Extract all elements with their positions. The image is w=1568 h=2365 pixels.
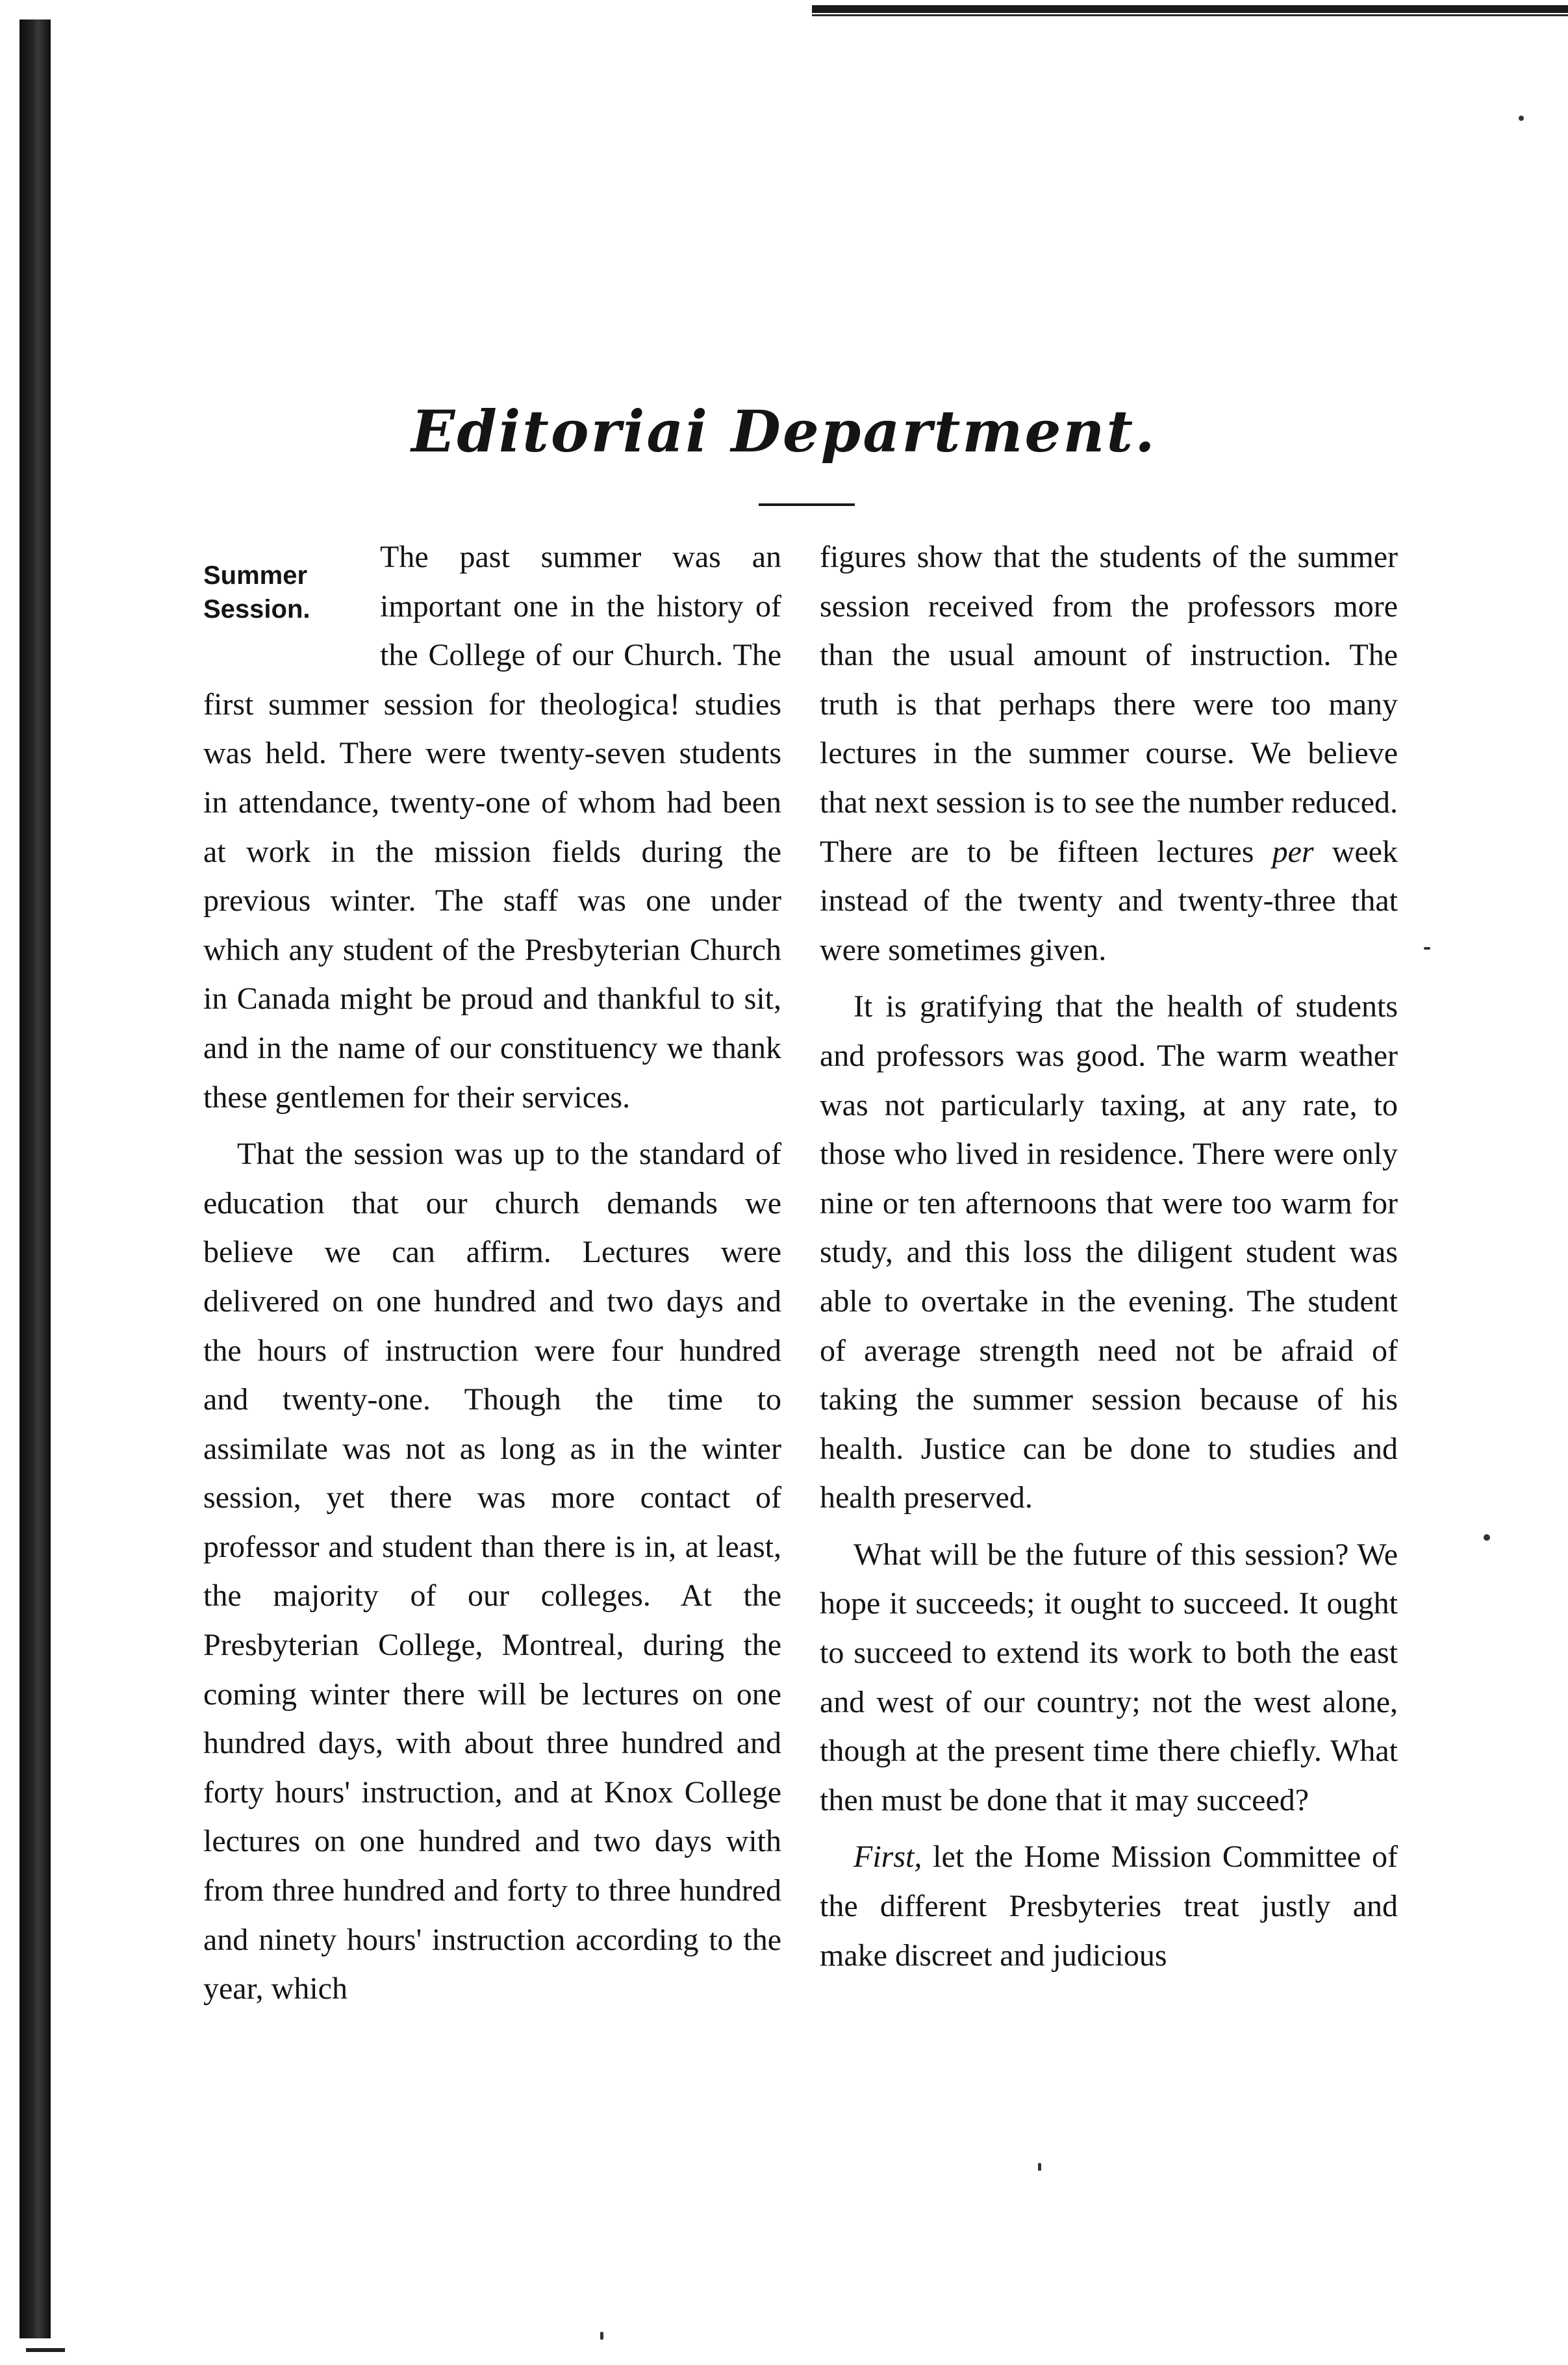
left-paragraph-2: That the session was up to the standard of education that our church demands we believe we can affirm. Lectures were delivered on one hundred and two days and the hours of instruction were four hundred and twenty-one. Though the time to assimilate was not as long as in the winter session, yet there was more contact of professor and student than there is in, at least, the majority of our colleges. At the Presbyterian College, Montreal, during the coming winter there will be lectures on one hundred days, with about three hundred and forty hours' instruction, and at Knox College lectures on one hundred and two days with from three hundred and forty to three hundred and ninety hours' instruction according to the year, which — [203, 1137, 781, 2006]
right-paragraph-1-text-b: week instead of the twenty and twenty-three that were sometimes given. — [820, 834, 1398, 967]
right-paragraph-4 — [820, 1832, 1398, 1980]
right-paragraph-2: It is gratifying that the health of students and professors was good. The warm weather was not particularly taxing, at any rate, to those who lived in residence. There were only nine or ten afternoons that were too warm for study, and this loss the diligent student was able to overtake in the evening. The student of average strength need not be afraid of taking the summer session because of his health. Justice can be done to studies and health preserved. — [820, 989, 1398, 1515]
print-speck — [1484, 1534, 1490, 1541]
print-speck — [1038, 2163, 1041, 2171]
left-paragraph-1: The past summer was an important one in the history of the College of our Church. The first summer session for theologica! studies was held. There were twenty-seven students in attendance, twenty-one of whom had been at work in the mission fields during the previous winter. The staff was one under which any student of the Presbyterian Church in Canada might be proud and thankful to sit, and in the name of our constituency we thank these gentlemen for their services. — [203, 540, 781, 1115]
top-rule-thin — [812, 14, 1568, 16]
page-title: Editoriai Department. — [411, 398, 1157, 465]
sidenote-line-2: Session. — [203, 595, 310, 624]
right-paragraph-1 — [820, 533, 1398, 974]
print-speck — [1519, 116, 1524, 121]
right-paragraph-4-text: let the Home Mission Committee of the different Presbyteries treat justly and make discreet and judicious — [820, 1840, 1398, 1973]
right-column — [820, 533, 1398, 1988]
top-rule — [812, 5, 1568, 13]
right-paragraph-1-per: per — [1272, 834, 1314, 869]
right-paragraph-3: What will be the future of this session? We hope it succeeds; it ought to succeed. It ought to succeed to extend its work to both the east and west of our country; not the west alone, though at the present time there chiefly. What then must be done that it may succeed? — [820, 1537, 1398, 1817]
page-binding-edge — [19, 19, 51, 2338]
page-corner-mark — [26, 2348, 65, 2352]
left-column — [203, 533, 781, 2021]
print-speck — [600, 2332, 603, 2340]
section-sidenote — [203, 559, 371, 679]
title-divider — [759, 503, 855, 506]
print-speck — [1424, 947, 1430, 950]
right-paragraph-1-text-a: figures show that the students of the summer session received from the professors more than the usual amount of instruction. The truth is that perhaps there were too many lectures in the summer course. We believe that next session is to see the number reduced. There are to be fifteen lectures — [820, 540, 1398, 869]
right-paragraph-4-first: First, — [854, 1840, 922, 1875]
sidenote-line-1: Summer — [203, 561, 308, 590]
